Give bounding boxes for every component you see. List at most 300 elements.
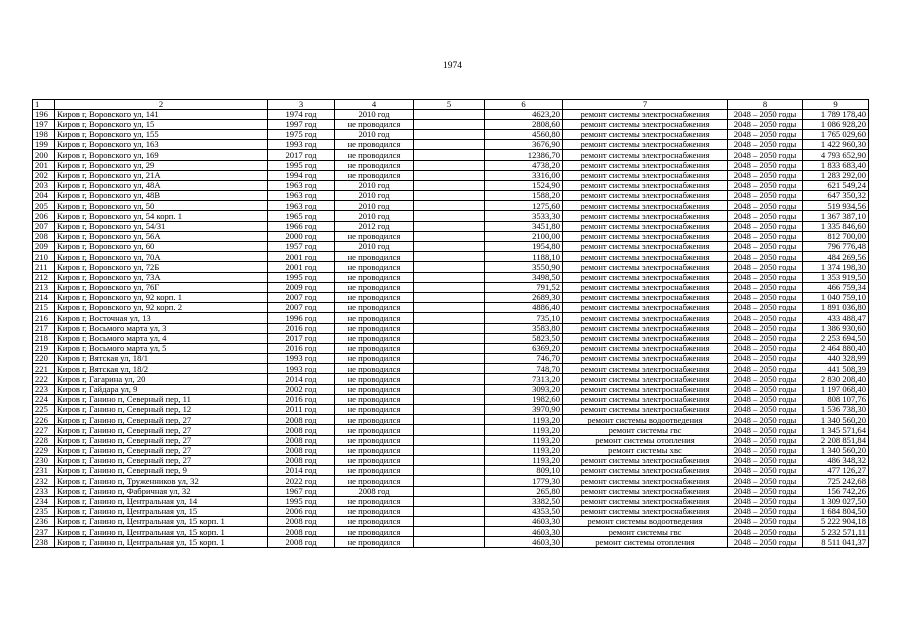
table-row [33, 343, 869, 353]
cell-area: 1982,60 [485, 394, 563, 404]
cell-address: Киров г, Вятская ул, 18/1 [55, 354, 268, 364]
cell-build-year: 2008 год [268, 435, 335, 445]
cell-col-5 [414, 354, 485, 364]
cell-work-type: ремонт системы электроснабжения [563, 109, 728, 119]
cell-period: 2048 – 2050 годы [728, 415, 803, 425]
cell-build-year: 1995 год [268, 272, 335, 282]
cell-build-year: 2008 год [268, 425, 335, 435]
cell-address: Киров г, Ганино п, Северный пер, 27 [55, 445, 268, 455]
cell-row-number: 213 [33, 282, 55, 292]
cell-build-year: 2008 год [268, 455, 335, 465]
cell-cost: 1 309 027,50 [803, 496, 869, 506]
cell-build-year: 1957 год [268, 242, 335, 252]
cell-work-type: ремонт системы электроснабжения [563, 170, 728, 180]
table-row [33, 455, 869, 465]
cell-last-repair-year: не проводился [335, 292, 414, 302]
cell-area: 1779,30 [485, 476, 563, 486]
cell-last-repair-year: не проводился [335, 455, 414, 465]
table-row [33, 211, 869, 221]
cell-area: 2808,60 [485, 119, 563, 129]
cell-area: 5823,50 [485, 333, 563, 343]
cell-work-type: ремонт системы электроснабжения [563, 129, 728, 139]
cell-col-5 [414, 405, 485, 415]
column-number: 9 [803, 100, 869, 110]
cell-col-5 [414, 303, 485, 313]
cell-build-year: 2017 год [268, 150, 335, 160]
cell-row-number: 236 [33, 517, 55, 527]
cell-work-type: ремонт системы электроснабжения [563, 323, 728, 333]
cell-row-number: 218 [33, 333, 55, 343]
cell-last-repair-year: не проводился [335, 435, 414, 445]
cell-cost: 1 422 960,30 [803, 140, 869, 150]
cell-period: 2048 – 2050 годы [728, 282, 803, 292]
cell-area: 4623,20 [485, 109, 563, 119]
column-number: 1 [33, 100, 55, 110]
cell-last-repair-year: не проводился [335, 262, 414, 272]
cell-build-year: 1963 год [268, 191, 335, 201]
cell-work-type: ремонт системы электроснабжения [563, 496, 728, 506]
cell-last-repair-year: 2010 год [335, 191, 414, 201]
cell-period: 2048 – 2050 годы [728, 303, 803, 313]
cell-last-repair-year: не проводился [335, 374, 414, 384]
cell-cost: 1 367 387,10 [803, 211, 869, 221]
cell-work-type: ремонт системы электроснабжения [563, 466, 728, 476]
table-row [33, 537, 869, 547]
cell-last-repair-year: не проводился [335, 313, 414, 323]
cell-col-5 [414, 150, 485, 160]
cell-period: 2048 – 2050 годы [728, 445, 803, 455]
cell-period: 2048 – 2050 годы [728, 119, 803, 129]
cell-cost: 1 891 036,80 [803, 303, 869, 313]
cell-row-number: 210 [33, 252, 55, 262]
cell-work-type: ремонт системы электроснабжения [563, 221, 728, 231]
cell-cost: 2 253 694,50 [803, 333, 869, 343]
cell-row-number: 226 [33, 415, 55, 425]
cell-col-5 [414, 180, 485, 190]
cell-last-repair-year: не проводился [335, 466, 414, 476]
cell-cost: 4 793 652,90 [803, 150, 869, 160]
column-number: 8 [728, 100, 803, 110]
cell-last-repair-year: не проводился [335, 170, 414, 180]
cell-build-year: 2011 год [268, 405, 335, 415]
cell-address: Киров г, Восьмого марта ул, 3 [55, 323, 268, 333]
cell-row-number: 212 [33, 272, 55, 282]
cell-address: Киров г, Воровского ул, 141 [55, 109, 268, 119]
cell-address: Киров г, Воровского ул, 70А [55, 252, 268, 262]
cell-area: 746,70 [485, 354, 563, 364]
cell-last-repair-year: не проводился [335, 323, 414, 333]
cell-area: 1193,20 [485, 425, 563, 435]
cell-col-5 [414, 272, 485, 282]
cell-row-number: 217 [33, 323, 55, 333]
cell-col-5 [414, 384, 485, 394]
cell-row-number: 222 [33, 374, 55, 384]
cell-work-type: ремонт системы электроснабжения [563, 313, 728, 323]
cell-col-5 [414, 466, 485, 476]
cell-area: 3550,90 [485, 262, 563, 272]
cell-row-number: 238 [33, 537, 55, 547]
cell-period: 2048 – 2050 годы [728, 466, 803, 476]
cell-row-number: 231 [33, 466, 55, 476]
cell-cost: 8 511 041,37 [803, 537, 869, 547]
table-row [33, 303, 869, 313]
table-row [33, 374, 869, 384]
table-row [33, 394, 869, 404]
table-row [33, 354, 869, 364]
table-row [33, 231, 869, 241]
cell-row-number: 237 [33, 527, 55, 537]
cell-last-repair-year: 2010 год [335, 201, 414, 211]
cell-build-year: 1967 год [268, 486, 335, 496]
cell-last-repair-year: не проводился [335, 496, 414, 506]
cell-period: 2048 – 2050 годы [728, 272, 803, 282]
cell-build-year: 1996 год [268, 313, 335, 323]
column-number-row [33, 100, 869, 110]
cell-row-number: 234 [33, 496, 55, 506]
cell-work-type: ремонт системы электроснабжения [563, 486, 728, 496]
cell-cost: 486 348,32 [803, 455, 869, 465]
cell-row-number: 208 [33, 231, 55, 241]
cell-period: 2048 – 2050 годы [728, 486, 803, 496]
cell-area: 2689,30 [485, 292, 563, 302]
cell-row-number: 205 [33, 201, 55, 211]
page-number: 1974 [443, 61, 462, 71]
cell-period: 2048 – 2050 годы [728, 180, 803, 190]
cell-area: 4603,30 [485, 537, 563, 547]
cell-work-type: ремонт системы электроснабжения [563, 262, 728, 272]
cell-last-repair-year: не проводился [335, 394, 414, 404]
cell-area: 1193,20 [485, 435, 563, 445]
cell-work-type: ремонт системы хвс [563, 445, 728, 455]
cell-cost: 466 759,34 [803, 282, 869, 292]
cell-address: Киров г, Ганино п, Северный пер, 27 [55, 435, 268, 445]
cell-last-repair-year: не проводился [335, 405, 414, 415]
cell-build-year: 2014 год [268, 466, 335, 476]
cell-period: 2048 – 2050 годы [728, 313, 803, 323]
cell-address: Киров г, Воровского ул, 48В [55, 191, 268, 201]
cell-build-year: 1963 год [268, 201, 335, 211]
cell-area: 3451,80 [485, 221, 563, 231]
cell-last-repair-year: не проводился [335, 354, 414, 364]
cell-work-type: ремонт системы электроснабжения [563, 384, 728, 394]
cell-row-number: 225 [33, 405, 55, 415]
cell-col-5 [414, 191, 485, 201]
cell-col-5 [414, 140, 485, 150]
cell-period: 2048 – 2050 годы [728, 201, 803, 211]
cell-col-5 [414, 262, 485, 272]
cell-area: 4603,30 [485, 517, 563, 527]
cell-build-year: 2008 год [268, 517, 335, 527]
repair-registry-table [32, 99, 869, 548]
cell-area: 1193,20 [485, 445, 563, 455]
cell-cost: 1 040 759,10 [803, 292, 869, 302]
cell-last-repair-year: не проводился [335, 506, 414, 516]
cell-build-year: 2001 год [268, 252, 335, 262]
cell-cost: 484 269,56 [803, 252, 869, 262]
cell-last-repair-year: не проводился [335, 303, 414, 313]
cell-row-number: 200 [33, 150, 55, 160]
cell-row-number: 227 [33, 425, 55, 435]
cell-row-number: 232 [33, 476, 55, 486]
cell-last-repair-year: не проводился [335, 150, 414, 160]
cell-row-number: 203 [33, 180, 55, 190]
cell-work-type: ремонт системы электроснабжения [563, 292, 728, 302]
cell-last-repair-year: не проводился [335, 415, 414, 425]
cell-col-5 [414, 374, 485, 384]
cell-address: Киров г, Воровского ул, 155 [55, 129, 268, 139]
cell-address: Киров г, Гагарина ул, 20 [55, 374, 268, 384]
cell-row-number: 197 [33, 119, 55, 129]
table-row [33, 252, 869, 262]
cell-build-year: 2007 год [268, 303, 335, 313]
cell-col-5 [414, 333, 485, 343]
cell-build-year: 2002 год [268, 384, 335, 394]
cell-work-type: ремонт системы электроснабжения [563, 180, 728, 190]
cell-build-year: 2009 год [268, 282, 335, 292]
cell-col-5 [414, 242, 485, 252]
cell-area: 3382,50 [485, 496, 563, 506]
cell-address: Киров г, Ганино п, Северный пер, 9 [55, 466, 268, 476]
cell-last-repair-year: не проводился [335, 364, 414, 374]
cell-col-5 [414, 201, 485, 211]
table-row [33, 201, 869, 211]
cell-period: 2048 – 2050 годы [728, 506, 803, 516]
cell-address: Киров г, Воровского ул, 72Б [55, 262, 268, 272]
cell-row-number: 214 [33, 292, 55, 302]
table-row [33, 129, 869, 139]
cell-period: 2048 – 2050 годы [728, 231, 803, 241]
cell-area: 2100,00 [485, 231, 563, 241]
cell-row-number: 196 [33, 109, 55, 119]
table-row [33, 221, 869, 231]
cell-build-year: 2016 год [268, 323, 335, 333]
cell-last-repair-year: 2012 год [335, 221, 414, 231]
table-row [33, 323, 869, 333]
cell-period: 2048 – 2050 годы [728, 221, 803, 231]
cell-build-year: 1995 год [268, 160, 335, 170]
cell-area: 4738,20 [485, 160, 563, 170]
table-body [33, 100, 869, 548]
cell-row-number: 229 [33, 445, 55, 455]
table-row [33, 476, 869, 486]
cell-period: 2048 – 2050 годы [728, 537, 803, 547]
table-row [33, 272, 869, 282]
cell-col-5 [414, 211, 485, 221]
table-row [33, 466, 869, 476]
cell-work-type: ремонт системы электроснабжения [563, 160, 728, 170]
cell-build-year: 1963 год [268, 180, 335, 190]
cell-period: 2048 – 2050 годы [728, 374, 803, 384]
cell-cost: 519 934,56 [803, 201, 869, 211]
cell-address: Киров г, Воровского ул, 54 корп. 1 [55, 211, 268, 221]
cell-last-repair-year: не проводился [335, 537, 414, 547]
table-row [33, 333, 869, 343]
cell-area: 791,52 [485, 282, 563, 292]
cell-cost: 477 126,27 [803, 466, 869, 476]
cell-col-5 [414, 496, 485, 506]
cell-work-type: ремонт системы электроснабжения [563, 191, 728, 201]
cell-area: 748,70 [485, 364, 563, 374]
cell-address: Киров г, Воровского ул, 92 корп. 2 [55, 303, 268, 313]
column-number: 5 [414, 100, 485, 110]
cell-col-5 [414, 435, 485, 445]
cell-address: Киров г, Воровского ул, 163 [55, 140, 268, 150]
cell-area: 3093,20 [485, 384, 563, 394]
cell-build-year: 1993 год [268, 140, 335, 150]
cell-area: 3316,00 [485, 170, 563, 180]
cell-col-5 [414, 364, 485, 374]
cell-area: 265,80 [485, 486, 563, 496]
table-row [33, 150, 869, 160]
cell-area: 3498,50 [485, 272, 563, 282]
table-row [33, 292, 869, 302]
cell-cost: 1 340 560,20 [803, 415, 869, 425]
cell-work-type: ремонт системы электроснабжения [563, 506, 728, 516]
table-row [33, 282, 869, 292]
cell-area: 3676,90 [485, 140, 563, 150]
cell-cost: 1 386 930,60 [803, 323, 869, 333]
cell-cost: 1 833 683,40 [803, 160, 869, 170]
cell-period: 2048 – 2050 годы [728, 333, 803, 343]
cell-last-repair-year: не проводился [335, 119, 414, 129]
cell-address: Киров г, Ганино п, Северный пер, 27 [55, 455, 268, 465]
cell-last-repair-year: не проводился [335, 517, 414, 527]
cell-build-year: 1993 год [268, 354, 335, 364]
cell-work-type: ремонт системы электроснабжения [563, 455, 728, 465]
cell-address: Киров г, Ганино п, Северный пер, 27 [55, 425, 268, 435]
table-row [33, 435, 869, 445]
cell-col-5 [414, 517, 485, 527]
cell-area: 3583,80 [485, 323, 563, 333]
cell-period: 2048 – 2050 годы [728, 527, 803, 537]
cell-build-year: 1966 год [268, 221, 335, 231]
cell-build-year: 1997 год [268, 119, 335, 129]
cell-last-repair-year: 2010 год [335, 211, 414, 221]
cell-address: Киров г, Ганино п, Центральная ул, 15 корп. 1 [55, 527, 268, 537]
cell-address: Киров г, Воровского ул, 60 [55, 242, 268, 252]
table-row [33, 506, 869, 516]
cell-row-number: 219 [33, 343, 55, 353]
cell-build-year: 2017 год [268, 333, 335, 343]
cell-address: Киров г, Ганино п, Центральная ул, 15 корп. 1 [55, 517, 268, 527]
cell-cost: 1 374 198,30 [803, 262, 869, 272]
table-row [33, 496, 869, 506]
cell-work-type: ремонт системы электроснабжения [563, 364, 728, 374]
cell-period: 2048 – 2050 годы [728, 140, 803, 150]
cell-address: Киров г, Ганино п, Центральная ул, 15 [55, 506, 268, 516]
cell-period: 2048 – 2050 годы [728, 262, 803, 272]
cell-last-repair-year: не проводился [335, 282, 414, 292]
cell-col-5 [414, 506, 485, 516]
cell-build-year: 1995 год [268, 496, 335, 506]
cell-work-type: ремонт системы электроснабжения [563, 354, 728, 364]
cell-address: Киров г, Ганино п, Северный пер, 11 [55, 394, 268, 404]
cell-cost: 433 488,47 [803, 313, 869, 323]
cell-cost: 1 086 928,20 [803, 119, 869, 129]
cell-area: 4353,50 [485, 506, 563, 516]
cell-period: 2048 – 2050 годы [728, 394, 803, 404]
cell-build-year: 1965 год [268, 211, 335, 221]
cell-row-number: 206 [33, 211, 55, 221]
cell-build-year: 2001 год [268, 262, 335, 272]
cell-col-5 [414, 323, 485, 333]
cell-last-repair-year: 2010 год [335, 242, 414, 252]
cell-work-type: ремонт системы электроснабжения [563, 394, 728, 404]
cell-area: 12386,70 [485, 150, 563, 160]
cell-period: 2048 – 2050 годы [728, 517, 803, 527]
cell-address: Киров г, Восьмого марта ул, 4 [55, 333, 268, 343]
cell-address: Киров г, Воровского ул, 29 [55, 160, 268, 170]
cell-area: 1193,20 [485, 415, 563, 425]
cell-cost: 725 242,68 [803, 476, 869, 486]
cell-cost: 1 684 804,50 [803, 506, 869, 516]
cell-build-year: 2008 год [268, 445, 335, 455]
cell-col-5 [414, 415, 485, 425]
table-row [33, 119, 869, 129]
cell-work-type: ремонт системы отопления [563, 537, 728, 547]
table-row [33, 191, 869, 201]
cell-period: 2048 – 2050 годы [728, 292, 803, 302]
cell-last-repair-year: не проводился [335, 384, 414, 394]
cell-period: 2048 – 2050 годы [728, 160, 803, 170]
cell-work-type: ремонт системы электроснабжения [563, 211, 728, 221]
cell-address: Киров г, Восьмого марта ул, 5 [55, 343, 268, 353]
cell-work-type: ремонт системы электроснабжения [563, 405, 728, 415]
cell-col-5 [414, 343, 485, 353]
column-number: 2 [55, 100, 268, 110]
cell-last-repair-year: не проводился [335, 425, 414, 435]
cell-row-number: 215 [33, 303, 55, 313]
cell-last-repair-year: 2010 год [335, 180, 414, 190]
table-row [33, 527, 869, 537]
cell-last-repair-year: не проводился [335, 140, 414, 150]
cell-area: 809,10 [485, 466, 563, 476]
cell-build-year: 2008 год [268, 537, 335, 547]
cell-col-5 [414, 231, 485, 241]
cell-period: 2048 – 2050 годы [728, 191, 803, 201]
cell-last-repair-year: не проводился [335, 527, 414, 537]
cell-col-5 [414, 221, 485, 231]
cell-row-number: 216 [33, 313, 55, 323]
cell-period: 2048 – 2050 годы [728, 150, 803, 160]
cell-period: 2048 – 2050 годы [728, 343, 803, 353]
cell-work-type: ремонт системы электроснабжения [563, 303, 728, 313]
cell-address: Киров г, Воровского ул, 54/31 [55, 221, 268, 231]
cell-build-year: 2006 год [268, 506, 335, 516]
cell-address: Киров г, Воровского ул, 50 [55, 201, 268, 211]
cell-last-repair-year: не проводился [335, 476, 414, 486]
cell-col-5 [414, 282, 485, 292]
cell-period: 2048 – 2050 годы [728, 109, 803, 119]
cell-address: Киров г, Ганино п, Центральная ул, 14 [55, 496, 268, 506]
cell-area: 1193,20 [485, 455, 563, 465]
cell-build-year: 2008 год [268, 415, 335, 425]
cell-cost: 156 742,26 [803, 486, 869, 496]
cell-row-number: 230 [33, 455, 55, 465]
cell-col-5 [414, 109, 485, 119]
cell-col-5 [414, 394, 485, 404]
cell-area: 1275,60 [485, 201, 563, 211]
cell-last-repair-year: 2008 год [335, 486, 414, 496]
cell-work-type: ремонт системы электроснабжения [563, 119, 728, 129]
cell-last-repair-year: 2010 год [335, 109, 414, 119]
cell-build-year: 2016 год [268, 394, 335, 404]
cell-col-5 [414, 252, 485, 262]
cell-address: Киров г, Ганино п, Труженников ул, 32 [55, 476, 268, 486]
cell-area: 4886,40 [485, 303, 563, 313]
cell-cost: 2 830 208,40 [803, 374, 869, 384]
column-number: 6 [485, 100, 563, 110]
